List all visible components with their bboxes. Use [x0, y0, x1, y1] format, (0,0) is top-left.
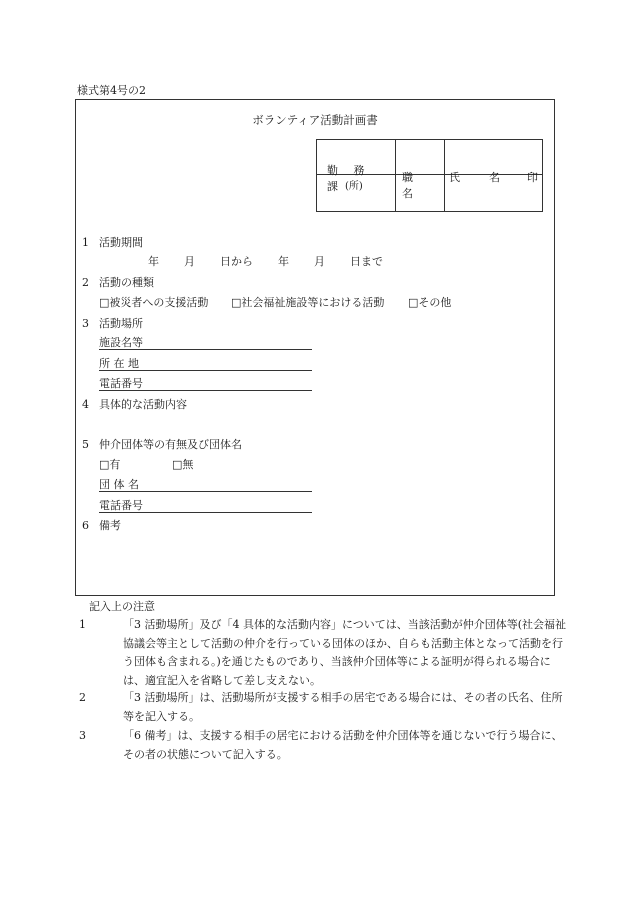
option-welfare-facility[interactable]: □社会福祉施設等における活動 [231, 296, 385, 309]
phone-label: 電話番号 [99, 377, 143, 390]
period-day-from: 日から [220, 255, 253, 268]
section-2-label: 活動の種類 [99, 276, 154, 289]
period-day-until: 日まで [350, 255, 383, 268]
phone-line[interactable] [99, 390, 312, 391]
period-month-start: 月 [184, 255, 195, 268]
section-2-number: 2 [82, 276, 89, 289]
form-id: 様式第4号の2 [77, 84, 146, 97]
notes-heading: 記入上の注意 [89, 600, 155, 613]
name-header [445, 140, 543, 184]
option-other[interactable]: □その他 [408, 296, 452, 309]
organization-phone-line[interactable] [99, 512, 312, 513]
note-text: 「6 備考」は、支援する相手の居宅における活動を仲介団体等を通じないで行う場合に、その者の状態について記入する。 [123, 729, 563, 761]
facility-name-label: 施設名等 [99, 336, 143, 349]
seal-label: 印 [527, 171, 538, 184]
address-line[interactable] [99, 370, 312, 371]
section-6-label: 備考 [99, 519, 121, 532]
facility-name-line[interactable] [99, 349, 312, 350]
note-number: 3 [79, 729, 86, 742]
organization-name-line[interactable] [99, 491, 312, 492]
section-5-label: 仲介団体等の有無及び団体名 [99, 438, 242, 451]
section-5-number: 5 [82, 438, 89, 451]
department-label: 勤 務 課 [327, 164, 371, 193]
section-6-number: 6 [82, 519, 89, 532]
organization-name-label: 団 体 名 [99, 478, 139, 491]
signature-table [316, 139, 543, 212]
section-4-number: 4 [82, 398, 89, 411]
period-month-end: 月 [314, 255, 325, 268]
note-item [79, 616, 571, 690]
note-item [79, 727, 571, 764]
address-label: 所 在 地 [99, 357, 139, 370]
note-item [79, 689, 571, 726]
name-label-second: 名 [489, 171, 500, 184]
option-no-intermediary[interactable]: □無 [172, 458, 194, 471]
name-label-first: 氏 [449, 171, 460, 184]
position-label: 職 名 [402, 171, 421, 200]
section-3-label: 活動場所 [99, 317, 143, 330]
section-4-label: 具体的な活動内容 [99, 398, 187, 411]
note-number: 2 [79, 691, 86, 704]
department-sub-label: (所) [345, 181, 363, 192]
form-title: ボランティア活動計画書 [252, 113, 378, 127]
section-1-number: 1 [82, 236, 89, 249]
option-disaster-support[interactable]: □被災者への支援活動 [99, 296, 209, 309]
department-header [317, 140, 396, 193]
position-header [396, 140, 445, 200]
organization-phone-label: 電話番号 [99, 499, 143, 512]
section-3-number: 3 [82, 317, 89, 330]
period-year-start: 年 [148, 255, 159, 268]
note-text: 「3 活動場所」及び「4 具体的な活動内容」については、当該活動が仲介団体等(社会福祉協議会等主として活動の仲介を行っている団体のほか、自らも活動主体となって活動を行う団体も含まれる。)を通じたものであり、当該仲介団体等による証明が得られる場合には、適宜記入を省略して差し支えない。 [123, 618, 567, 687]
option-has-intermediary[interactable]: □有 [99, 458, 121, 471]
section-1-label: 活動期間 [99, 236, 143, 249]
note-text: 「3 活動場所」は、活動場所が支援する相手の居宅である場合には、その者の氏名、住所等を記入する。 [123, 691, 563, 723]
note-number: 1 [79, 618, 86, 631]
period-year-end: 年 [278, 255, 289, 268]
